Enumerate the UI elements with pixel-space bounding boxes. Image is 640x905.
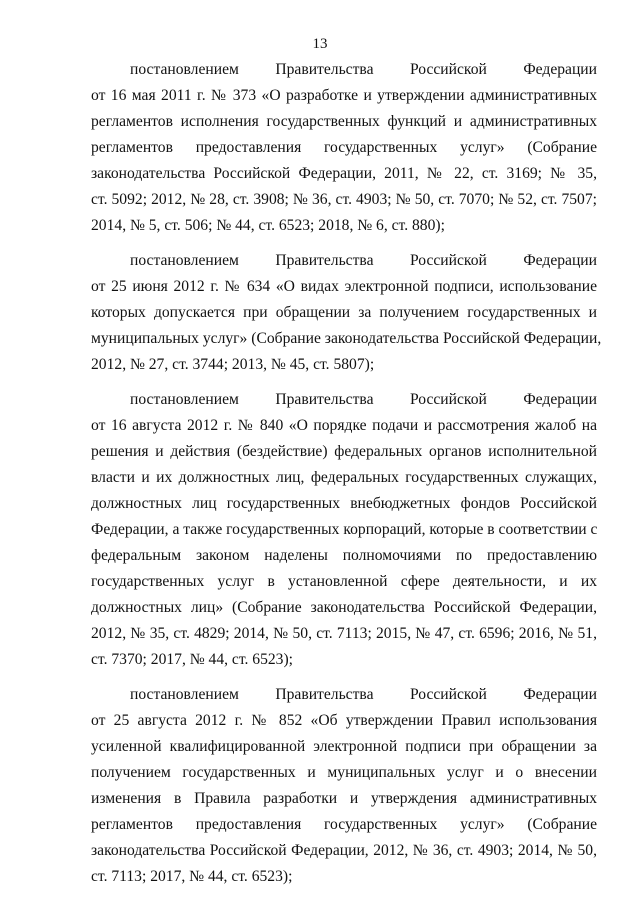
paragraph-line: которых допускается при обращении за получением государственных и (91, 304, 597, 321)
paragraph-line: регламентов исполнения государственных функций и административных (91, 113, 597, 130)
paragraph-line: федеральным законом наделены полномочиями по предоставлению (91, 547, 597, 564)
paragraph-line: 2012, № 35, ст. 4829; 2014, № 50, ст. 7113; 2015, № 47, ст. 6596; 2016, № 51, (91, 625, 597, 642)
paragraph (91, 387, 597, 673)
paragraph-line: от 16 мая 2011 г. № 373 «О разработке и утверждении административных (91, 87, 597, 104)
paragraph-line: изменения в Правила разработки и утверждения административных (91, 790, 597, 807)
paragraph-line: 2014, № 5, ст. 506; № 44, ст. 6523; 2018, № 6, ст. 880); (91, 217, 445, 234)
paragraph-line: решения и действия (бездействие) федеральных органов исполнительной (91, 443, 597, 460)
paragraph-line: регламентов предоставления государственных услуг» (Собрание (91, 816, 597, 833)
paragraph-line: государственных услуг в установленной сфере деятельности, и их (91, 573, 597, 590)
paragraph-line: регламентов предоставления государственных услуг» (Собрание (91, 139, 597, 156)
page-number: 13 (312, 36, 328, 52)
paragraph-line: от 25 июня 2012 г. № 634 «О видах электронной подписи, использование (91, 278, 597, 295)
paragraph (91, 57, 597, 239)
paragraph-line: ст. 7370; 2017, № 44, ст. 6523); (91, 651, 294, 668)
paragraph-line: ст. 5092; 2012, № 28, ст. 3908; № 36, ст. 4903; № 50, ст. 7070; № 52, ст. 7507; (91, 191, 597, 208)
paragraph-line: постановлением Правительства Российской Федерации (130, 61, 597, 78)
paragraph-line: ст. 7113; 2017, № 44, ст. 6523); (91, 868, 293, 885)
paragraph-line: постановлением Правительства Российской Федерации (130, 252, 597, 269)
paragraph (91, 682, 597, 890)
paragraph-line: от 25 августа 2012 г. № 852 «Об утверждении Правил использования (91, 712, 597, 729)
paragraph-line: власти и их должностных лиц, федеральных государственных служащих, (91, 469, 597, 486)
paragraph-line: должностных лиц государственных внебюджетных фондов Российской (91, 495, 597, 512)
paragraph-line: муниципальных услуг» (Собрание законодательства Российской Федерации, (91, 330, 602, 347)
paragraph (91, 248, 602, 378)
paragraph-line: получением государственных и муниципальных услуг и о внесении (91, 764, 597, 781)
paragraph-line: постановлением Правительства Российской Федерации (130, 391, 597, 408)
paragraph-line: от 16 августа 2012 г. № 840 «О порядке подачи и рассмотрения жалоб на (91, 417, 597, 434)
paragraph-line: 2012, № 27, ст. 3744; 2013, № 45, ст. 5807); (91, 356, 375, 373)
document-body (91, 57, 602, 899)
paragraph-line: постановлением Правительства Российской Федерации (130, 686, 597, 703)
paragraph-line: должностных лиц» (Собрание законодательства Российской Федерации, (91, 599, 597, 616)
paragraph-line: усиленной квалифицированной электронной подписи при обращении за (91, 738, 597, 755)
paragraph-line: Федерации, а также государственных корпораций, которые в соответствии с (91, 521, 598, 538)
paragraph-line: законодательства Российской Федерации, 2011, № 22, ст. 3169; № 35, (91, 165, 597, 182)
paragraph-line: законодательства Российской Федерации, 2012, № 36, ст. 4903; 2014, № 50, (91, 842, 597, 859)
